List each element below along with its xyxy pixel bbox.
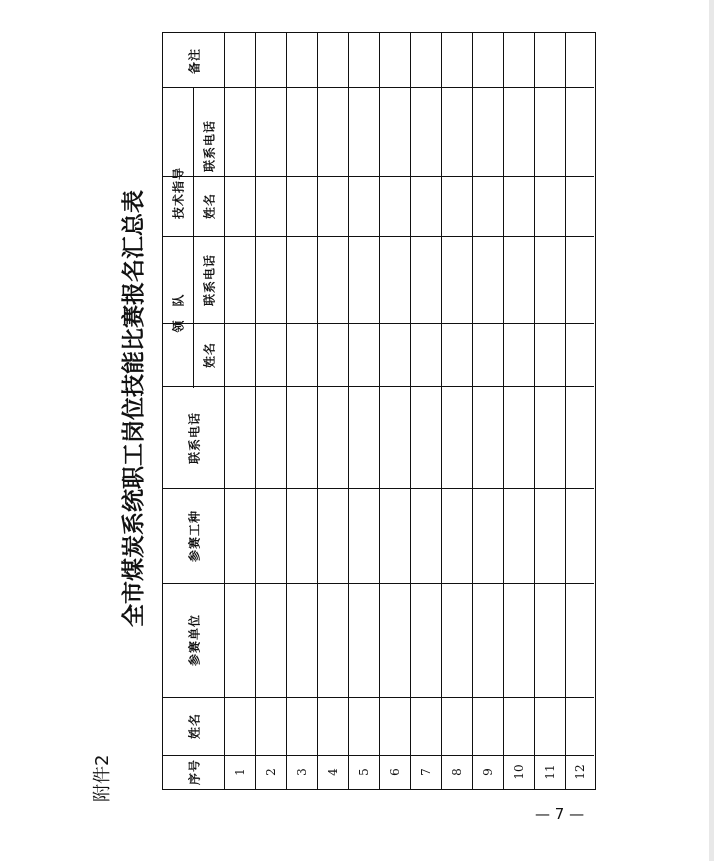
cell-leader-phone[interactable] — [349, 237, 378, 322]
cell-leader-phone[interactable] — [411, 237, 440, 322]
cell-leader-phone[interactable] — [566, 237, 595, 322]
row-number: 8 — [450, 768, 464, 776]
cell-tech-name[interactable] — [442, 177, 471, 235]
cell-tech-phone[interactable] — [349, 88, 378, 175]
attachment-label: 附件2 — [92, 754, 113, 802]
cell-name[interactable] — [225, 698, 254, 754]
cell-tech-phone[interactable] — [256, 88, 285, 175]
cell-phone[interactable] — [411, 387, 440, 487]
row-number: 4 — [326, 768, 340, 776]
header-remark: 备注 — [187, 47, 202, 75]
header-phone: 联系电话 — [187, 411, 202, 465]
cell-leader-name[interactable] — [442, 324, 471, 385]
header-leader-phone: 联系电话 — [202, 253, 217, 307]
row-number: 7 — [419, 768, 433, 776]
cell-remark[interactable] — [566, 34, 595, 86]
cell-leader-phone[interactable] — [256, 237, 285, 322]
cell-name[interactable] — [442, 698, 471, 754]
cell-unit[interactable] — [318, 584, 347, 696]
header-unit: 参赛单位 — [187, 613, 202, 667]
row-number: 1 — [233, 768, 247, 776]
cell-tech-name[interactable] — [225, 177, 254, 235]
cell-tech-phone[interactable] — [318, 88, 347, 175]
cell-leader-phone[interactable] — [225, 237, 254, 322]
cell-trade[interactable] — [287, 489, 316, 582]
header-tech-name: 姓名 — [202, 192, 217, 220]
cell-remark[interactable] — [504, 34, 533, 86]
cell-remark[interactable] — [473, 34, 502, 86]
cell-phone[interactable] — [535, 387, 564, 487]
cell-phone[interactable] — [473, 387, 502, 487]
registration-table — [162, 32, 596, 790]
cell-tech-phone[interactable] — [380, 88, 409, 175]
header-trade: 参赛工种 — [187, 509, 202, 563]
row-number: 12 — [573, 764, 587, 780]
cell-unit[interactable] — [442, 584, 471, 696]
cell-leader-phone[interactable] — [442, 237, 471, 322]
cell-name[interactable] — [566, 698, 595, 754]
cell-leader-name[interactable] — [504, 324, 533, 385]
row-number: 9 — [481, 768, 495, 776]
header-leader-name: 姓名 — [202, 341, 217, 369]
header-tech-phone: 联系电话 — [202, 119, 217, 173]
cell-remark[interactable] — [380, 34, 409, 86]
row-number: 11 — [543, 764, 557, 780]
cell-remark[interactable] — [411, 34, 440, 86]
cell-leader-name[interactable] — [411, 324, 440, 385]
cell-tech-name[interactable] — [566, 177, 595, 235]
cell-tech-phone[interactable] — [225, 88, 254, 175]
cell-name[interactable] — [504, 698, 533, 754]
cell-leader-phone[interactable] — [504, 237, 533, 322]
cell-trade[interactable] — [473, 489, 502, 582]
cell-leader-phone[interactable] — [535, 237, 564, 322]
cell-unit[interactable] — [535, 584, 564, 696]
cell-remark[interactable] — [535, 34, 564, 86]
cell-leader-name[interactable] — [566, 324, 595, 385]
cell-trade[interactable] — [349, 489, 378, 582]
cell-tech-name[interactable] — [473, 177, 502, 235]
cell-unit[interactable] — [349, 584, 378, 696]
cell-name[interactable] — [349, 698, 378, 754]
cell-phone[interactable] — [256, 387, 285, 487]
cell-phone[interactable] — [442, 387, 471, 487]
cell-tech-name[interactable] — [535, 177, 564, 235]
row-number: 2 — [264, 768, 278, 776]
cell-phone[interactable] — [225, 387, 254, 487]
cell-name[interactable] — [411, 698, 440, 754]
page-title: 全市煤炭系统职工岗位技能比赛报名汇总表 — [120, 190, 147, 627]
cell-unit[interactable] — [380, 584, 409, 696]
cell-tech-phone[interactable] — [566, 88, 595, 175]
cell-trade[interactable] — [256, 489, 285, 582]
cell-remark[interactable] — [442, 34, 471, 86]
cell-unit[interactable] — [566, 584, 595, 696]
cell-tech-name[interactable] — [504, 177, 533, 235]
cell-remark[interactable] — [256, 34, 285, 86]
cell-leader-name[interactable] — [473, 324, 502, 385]
cell-leader-name[interactable] — [380, 324, 409, 385]
cell-name[interactable] — [473, 698, 502, 754]
cell-tech-name[interactable] — [380, 177, 409, 235]
cell-tech-name[interactable] — [318, 177, 347, 235]
cell-leader-name[interactable] — [256, 324, 285, 385]
cell-tech-phone[interactable] — [504, 88, 533, 175]
cell-name[interactable] — [287, 698, 316, 754]
cell-leader-phone[interactable] — [473, 237, 502, 322]
cell-leader-name[interactable] — [535, 324, 564, 385]
cell-unit[interactable] — [504, 584, 533, 696]
cell-name[interactable] — [256, 698, 285, 754]
header-tech-group: 技术指导 — [171, 166, 186, 220]
cell-unit[interactable] — [411, 584, 440, 696]
cell-name[interactable] — [318, 698, 347, 754]
cell-name[interactable] — [380, 698, 409, 754]
header-name: 姓名 — [187, 712, 202, 740]
cell-tech-phone[interactable] — [442, 88, 471, 175]
cell-remark[interactable] — [225, 34, 254, 86]
cell-trade[interactable] — [535, 489, 564, 582]
cell-phone[interactable] — [380, 387, 409, 487]
cell-unit[interactable] — [473, 584, 502, 696]
cell-leader-phone[interactable] — [287, 237, 316, 322]
cell-trade[interactable] — [318, 489, 347, 582]
row-number: 3 — [295, 768, 309, 776]
cell-tech-phone[interactable] — [287, 88, 316, 175]
header-seq: 序号 — [187, 758, 202, 786]
cell-tech-phone[interactable] — [535, 88, 564, 175]
cell-trade[interactable] — [504, 489, 533, 582]
cell-leader-phone[interactable] — [380, 237, 409, 322]
cell-unit[interactable] — [225, 584, 254, 696]
cell-phone[interactable] — [504, 387, 533, 487]
cell-phone[interactable] — [349, 387, 378, 487]
row-number: 5 — [357, 768, 371, 776]
cell-phone[interactable] — [318, 387, 347, 487]
cell-phone[interactable] — [287, 387, 316, 487]
cell-leader-phone[interactable] — [318, 237, 347, 322]
row-number: 6 — [388, 768, 402, 776]
cell-leader-name[interactable] — [318, 324, 347, 385]
cell-tech-phone[interactable] — [473, 88, 502, 175]
page-number: — 7 — — [535, 805, 585, 823]
cell-unit[interactable] — [287, 584, 316, 696]
row-number: 10 — [512, 764, 526, 780]
cell-remark[interactable] — [349, 34, 378, 86]
cell-trade[interactable] — [566, 489, 595, 582]
cell-phone[interactable] — [566, 387, 595, 487]
cell-leader-name[interactable] — [349, 324, 378, 385]
cell-tech-name[interactable] — [256, 177, 285, 235]
cell-unit[interactable] — [256, 584, 285, 696]
cell-leader-name[interactable] — [287, 324, 316, 385]
header-leader-group: 领 队 — [171, 293, 186, 333]
cell-trade[interactable] — [411, 489, 440, 582]
grid-line — [193, 87, 194, 388]
cell-remark[interactable] — [287, 34, 316, 86]
cell-name[interactable] — [535, 698, 564, 754]
cell-tech-name[interactable] — [287, 177, 316, 235]
cell-tech-name[interactable] — [411, 177, 440, 235]
cell-tech-phone[interactable] — [411, 88, 440, 175]
cell-trade[interactable] — [442, 489, 471, 582]
cell-tech-name[interactable] — [349, 177, 378, 235]
cell-trade[interactable] — [225, 489, 254, 582]
cell-leader-name[interactable] — [225, 324, 254, 385]
cell-remark[interactable] — [318, 34, 347, 86]
page-edge — [709, 0, 714, 861]
cell-trade[interactable] — [380, 489, 409, 582]
